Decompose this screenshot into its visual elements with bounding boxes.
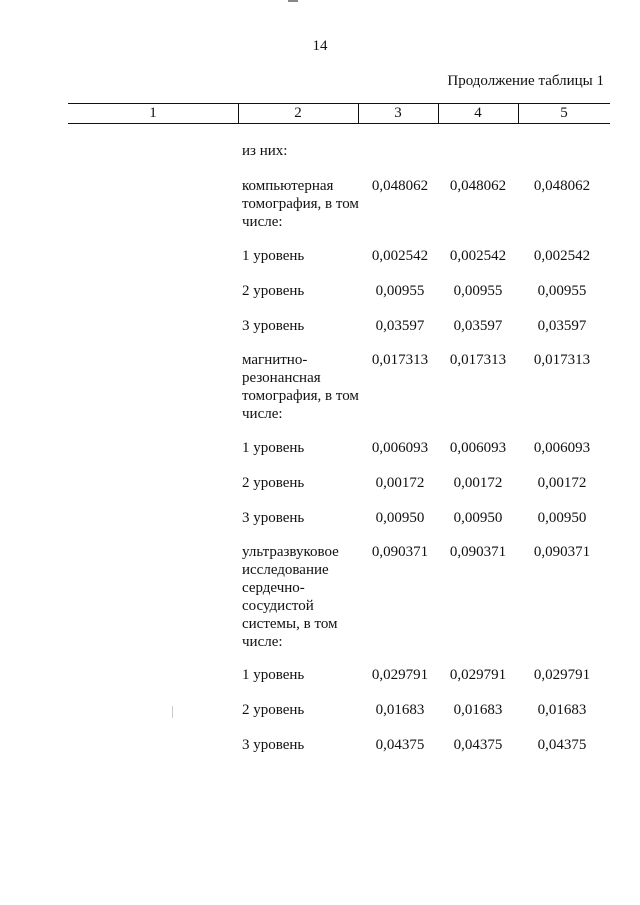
value-col-5: 0,002542 (533, 248, 591, 264)
column-header-1: 1 (149, 105, 157, 121)
row-label: магнитно-резонансная томография, в том числе: (242, 352, 359, 422)
value-col-3: 0,00172 (375, 475, 425, 491)
value-col-3: 0,01683 (375, 702, 425, 718)
value-col-3: 0,029791 (371, 667, 429, 683)
row-label: 1 уровень (242, 440, 305, 456)
value-col-4: 0,00955 (453, 283, 503, 299)
column-header-5: 5 (560, 105, 568, 121)
value-col-4: 0,048062 (449, 178, 507, 194)
value-col-4: 0,01683 (453, 702, 503, 718)
row-label: 1 уровень (242, 248, 305, 264)
value-col-4: 0,090371 (449, 544, 507, 560)
value-col-3: 0,00950 (375, 510, 425, 526)
row-label: 3 уровень (242, 737, 305, 753)
value-col-3: 0,00955 (375, 283, 425, 299)
value-col-3: 0,006093 (371, 440, 429, 456)
column-header-4: 4 (474, 105, 482, 121)
value-col-4: 0,00950 (453, 510, 503, 526)
value-col-5: 0,029791 (533, 667, 591, 683)
value-col-5: 0,017313 (533, 352, 591, 368)
row-label: 2 уровень (242, 475, 305, 491)
value-col-5: 0,00172 (537, 475, 587, 491)
value-col-5: 0,01683 (537, 702, 587, 718)
row-label: 2 уровень (242, 283, 305, 299)
row-label: компьютерная томография, в том числе: (242, 178, 359, 230)
row-label: 3 уровень (242, 510, 305, 526)
column-header-2: 2 (294, 105, 302, 121)
value-col-3: 0,017313 (371, 352, 429, 368)
value-col-4: 0,002542 (449, 248, 507, 264)
value-col-3: 0,03597 (375, 318, 425, 334)
value-col-4: 0,03597 (453, 318, 503, 334)
scan-artifact (172, 706, 173, 718)
row-label: из них: (242, 143, 288, 159)
column-header-3: 3 (394, 105, 402, 121)
value-col-5: 0,048062 (533, 178, 591, 194)
value-col-5: 0,03597 (537, 318, 587, 334)
value-col-3: 0,048062 (371, 178, 429, 194)
row-label: 1 уровень (242, 667, 305, 683)
value-col-5: 0,04375 (537, 737, 587, 753)
row-label: ультразвуковое исследование сердечно-сосудистой системы, в том числе: (242, 544, 339, 650)
value-col-3: 0,04375 (375, 737, 425, 753)
value-col-4: 0,00172 (453, 475, 503, 491)
page-number: 14 (312, 38, 328, 54)
value-col-3: 0,090371 (371, 544, 429, 560)
value-col-5: 0,090371 (533, 544, 591, 560)
table-header-bottom-rule (68, 123, 610, 124)
value-col-5: 0,00950 (537, 510, 587, 526)
value-col-4: 0,006093 (449, 440, 507, 456)
value-col-5: 0,00955 (537, 283, 587, 299)
scan-artifact (288, 0, 298, 2)
value-col-4: 0,04375 (453, 737, 503, 753)
row-label: 3 уровень (242, 318, 305, 334)
value-col-4: 0,029791 (449, 667, 507, 683)
value-col-3: 0,002542 (371, 248, 429, 264)
table-header-row (68, 104, 610, 123)
value-col-5: 0,006093 (533, 440, 591, 456)
row-label: 2 уровень (242, 702, 305, 718)
value-col-4: 0,017313 (449, 352, 507, 368)
table-continuation-caption: Продолжение таблицы 1 (447, 73, 604, 89)
